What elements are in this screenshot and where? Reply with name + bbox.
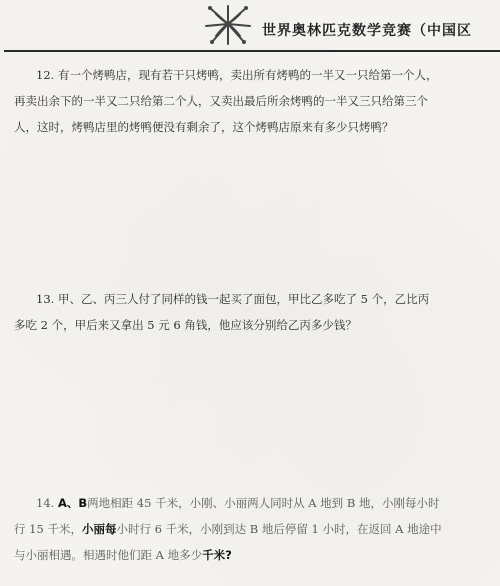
question-12-line-1	[14, 62, 494, 88]
question-text: 与小丽相遇。相遇时他们距 A 地多少	[14, 548, 203, 562]
question-12	[14, 62, 494, 140]
question-text: 有一个烤鸭店，现有若干只烤鸭，卖出所有烤鸭的一半又一只给第一个人，	[57, 68, 438, 82]
question-14-line-3	[14, 542, 494, 568]
question-text: 行 15 千米，	[14, 522, 82, 536]
handwritten-text: 小丽每	[81, 522, 117, 536]
header-divider	[4, 50, 500, 52]
question-14-line-1	[14, 490, 494, 516]
question-number: 12.	[36, 68, 55, 82]
question-14-line-2	[14, 516, 494, 542]
competition-logo-icon	[198, 2, 258, 46]
page-header	[0, 0, 500, 56]
question-number: 13.	[36, 292, 55, 306]
question-12-line-3: 人，这时，烤鸭店里的烤鸭便没有剩余了，这个烤鸭店原来有多少只烤鸭？	[14, 120, 394, 134]
handwritten-text: 千米?	[202, 548, 232, 562]
header-title: 世界奥林匹克数学竞赛（中国区	[262, 23, 472, 39]
question-13-line-2: 多吃 2 个，甲后来又拿出 5 元 6 角钱，他应该分别给乙丙多少钱？	[14, 318, 357, 332]
question-number: 14.	[36, 496, 55, 510]
question-text: 两地相距 45 千米，小刚、小丽两人同时从 A 地到 B 地，小刚每小时	[87, 496, 440, 510]
question-13-line-1	[14, 286, 494, 312]
question-14	[14, 490, 494, 568]
handwritten-text: A、B	[57, 496, 88, 510]
question-12-line-2: 再卖出余下的一半又二只给第二个人，又卖出最后所余烤鸭的一半又三只给第三个	[14, 94, 428, 108]
question-text: 小时行 6 千米，小刚到达 B 地后停留 1 小时，在返回 A 地途中	[116, 522, 442, 536]
question-13	[14, 286, 494, 338]
question-text: 甲、乙、丙三人付了同样的钱一起买了面包，甲比乙多吃了 5 个，乙比丙	[57, 292, 430, 306]
